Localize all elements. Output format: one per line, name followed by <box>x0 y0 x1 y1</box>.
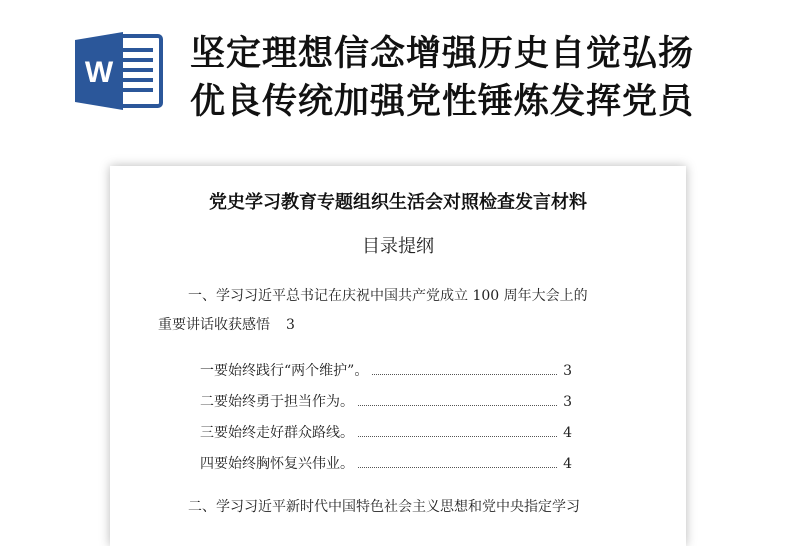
toc-item-label: 一要始终践行“两个维护”。 <box>200 363 369 379</box>
toc-section-1-line-1: 一、学习习近平总书记在庆祝中国共产党成立 100 周年大会上的 <box>188 288 588 304</box>
toc-item-page: 4 <box>563 425 572 441</box>
toc-item-page: 4 <box>563 456 572 472</box>
toc-title: 目录提纲 <box>362 236 434 257</box>
word-icon-letter: W <box>84 56 114 89</box>
toc-section-1-label: 重要讲话收获感悟 <box>158 317 270 333</box>
toc-item-label: 三要始终走好群众路线。 <box>200 425 354 441</box>
document-page <box>110 166 686 546</box>
toc-item <box>200 360 572 391</box>
toc-item <box>200 453 572 484</box>
toc-item-leader <box>358 425 557 437</box>
toc-item-label: 四要始终胸怀复兴伟业。 <box>200 456 354 472</box>
toc-section-1 <box>158 282 668 340</box>
toc-section-2-line-1: 二、学习习近平新时代中国特色社会主义思想和党中央指定学习 <box>188 499 580 515</box>
toc-section-1-line-2 <box>158 311 668 340</box>
toc-item-leader <box>358 394 557 406</box>
header <box>0 0 800 150</box>
toc-item-page: 3 <box>563 363 572 379</box>
title-line-2: 优良传统加强党性锤炼发挥党员 <box>190 82 695 122</box>
toc-item-leader <box>358 456 557 468</box>
toc-item-page: 3 <box>563 394 572 410</box>
toc-items <box>200 360 572 484</box>
document-heading: 党史学习教育专题组织生活会对照检查发言材料 <box>209 192 587 213</box>
toc-item <box>200 422 572 453</box>
page-title <box>190 30 790 126</box>
toc-section-1-page: 3 <box>286 317 295 333</box>
toc-item-label: 二要始终勇于担当作为。 <box>200 394 354 410</box>
title-line-1: 坚定理想信念增强历史自觉弘扬 <box>190 34 695 74</box>
word-icon <box>75 30 165 112</box>
toc-item-leader <box>372 363 557 375</box>
toc-item <box>200 391 572 422</box>
